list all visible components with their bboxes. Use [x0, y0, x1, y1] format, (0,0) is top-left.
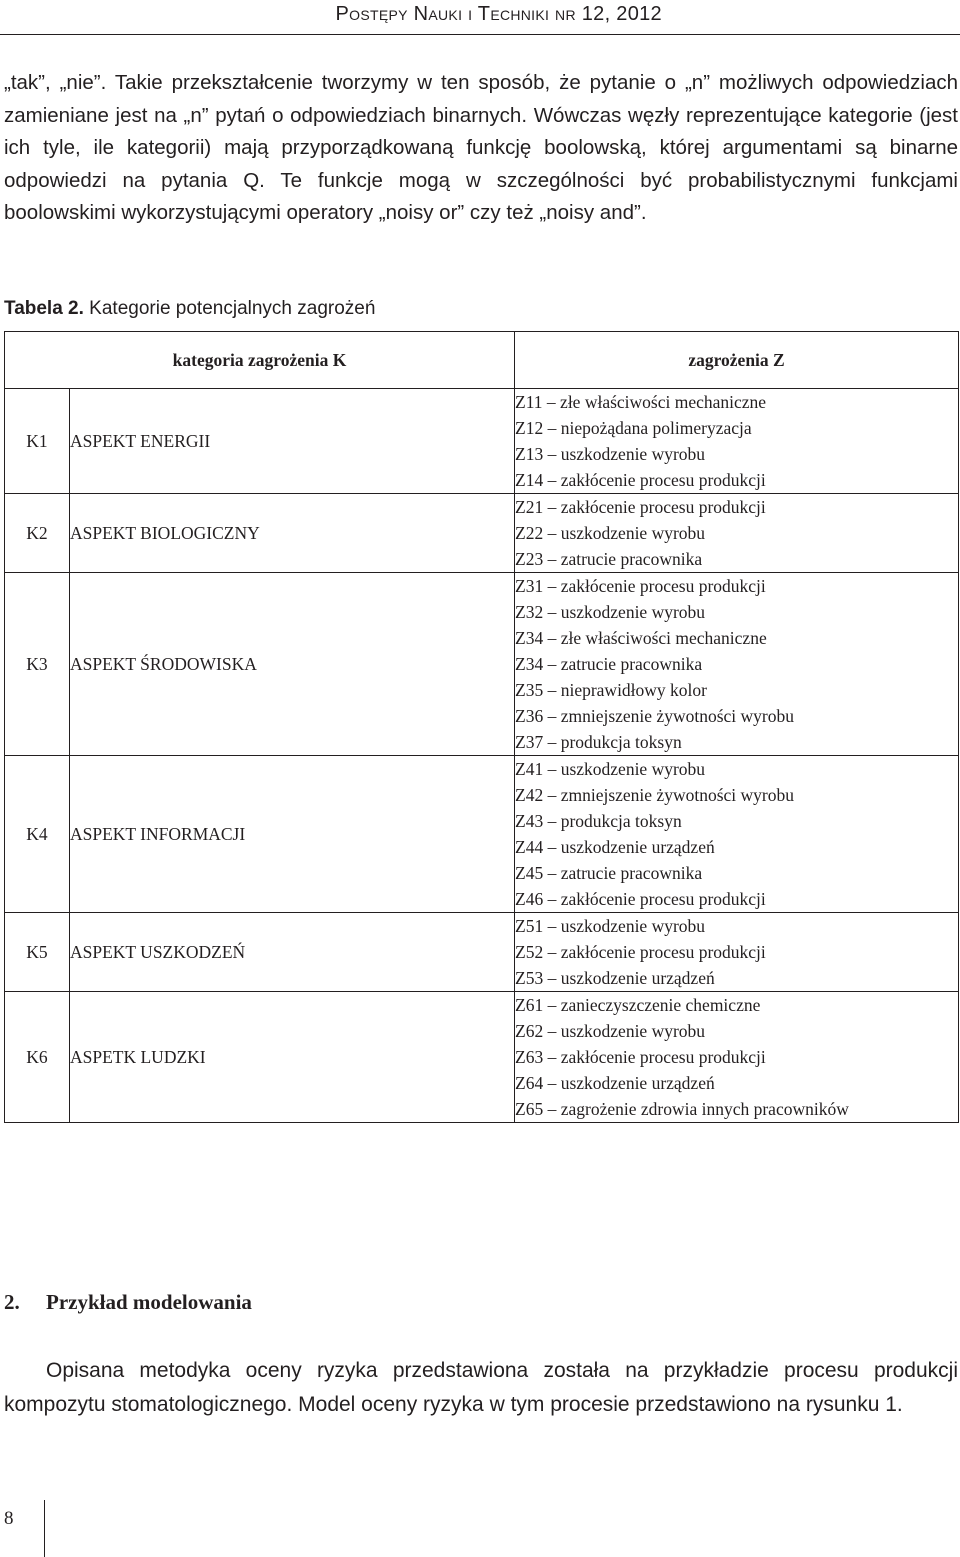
table-row	[5, 494, 959, 573]
threat-item: Z61 – zanieczyszczenie chemiczne	[515, 995, 761, 1015]
footer-rule	[44, 1500, 45, 1557]
threat-item: Z22 – uszkodzenie wyrobu	[515, 523, 706, 543]
threats-list	[515, 756, 959, 913]
category-name: ASPEKT ŚRODOWISKA	[70, 573, 515, 756]
section-number: 2.	[4, 1290, 20, 1314]
threat-item: Z51 – uszkodzenie wyrobu	[515, 916, 706, 936]
table-row	[5, 992, 959, 1123]
threat-item: Z53 – uszkodzenie urządzeń	[515, 968, 715, 988]
threats-list	[515, 913, 959, 992]
category-code: K4	[5, 756, 70, 913]
header-threats: zagrożenia Z	[515, 332, 959, 389]
table-caption-text: Kategorie potencjalnych zagrożeń	[83, 298, 376, 319]
threat-item: Z63 – zakłócenie procesu produkcji	[515, 1047, 766, 1067]
table-row	[5, 389, 959, 494]
threats-list	[515, 992, 959, 1123]
category-code: K3	[5, 573, 70, 756]
table-header-row	[5, 332, 959, 389]
threat-item: Z34 – złe właściwości mechaniczne	[515, 628, 767, 648]
threat-item: Z23 – zatrucie pracownika	[515, 549, 703, 569]
category-code: K6	[5, 992, 70, 1123]
threat-item: Z52 – zakłócenie procesu produkcji	[515, 942, 766, 962]
threat-item: Z36 – zmniejszenie żywotności wyrobu	[515, 706, 794, 726]
table-body	[5, 389, 959, 1123]
table-caption-label: Tabela 2.	[4, 298, 84, 319]
category-name: ASPEKT BIOLOGICZNY	[70, 494, 515, 573]
table-row	[5, 756, 959, 913]
section-title: Przykład modelowania	[46, 1290, 252, 1314]
threat-item: Z11 – złe właściwości mechaniczne	[515, 392, 767, 412]
section-heading	[4, 1290, 252, 1315]
threats-list	[515, 389, 959, 494]
threats-list	[515, 494, 959, 573]
category-code: K2	[5, 494, 70, 573]
threat-item: Z43 – produkcja toksyn	[515, 811, 682, 831]
body-paragraph-2-text: Opisana metodyka oceny ryzyka przedstawiona została na przykładzie procesu produkcji kompozytu stomatologicznego. Model oceny ryzyka w tym procesie przedstawiono na rysunku 1.	[4, 1359, 958, 1416]
threat-item: Z64 – uszkodzenie urządzeń	[515, 1073, 715, 1093]
threat-item: Z31 – zakłócenie procesu produkcji	[515, 576, 766, 596]
category-code: K5	[5, 913, 70, 992]
threat-item: Z65 – zagrożenie zdrowia innych pracowników	[515, 1099, 849, 1119]
running-header	[0, 0, 960, 35]
threat-item: Z14 – zakłócenie procesu produkcji	[515, 470, 766, 490]
threats-list	[515, 573, 959, 756]
threat-item: Z62 – uszkodzenie wyrobu	[515, 1021, 706, 1041]
category-name: ASPETK LUDZKI	[70, 992, 515, 1123]
body-paragraph: „tak”, „nie”. Takie przekształcenie tworzymy w ten sposób, że pytanie o „n” możliwych odpowiedziach zamieniane jest na „n” pytań o odpowiedziach binarnych. Wówczas węzły reprezentujące kategorie (jest ich tyle, ile kategorii) mają przyporządkowaną funkcję boolowską, której argumentami są binarne odpowiedzi na pytania Q. Te funkcje mogą w szczególności być probabilistycznymi funkcjami boolowskimi wykorzystującymi operatory „noisy or” czy też „noisy and”.	[4, 71, 958, 224]
threat-item: Z44 – uszkodzenie urządzeń	[515, 837, 715, 857]
table-caption	[4, 298, 375, 320]
table-row	[5, 573, 959, 756]
threat-item: Z45 – zatrucie pracownika	[515, 863, 703, 883]
table-row	[5, 913, 959, 992]
category-name: ASPEKT USZKODZEŃ	[70, 913, 515, 992]
category-name: ASPEKT ENERGII	[70, 389, 515, 494]
threat-item: Z13 – uszkodzenie wyrobu	[515, 444, 706, 464]
threat-item: Z12 – niepożądana polimeryzacja	[515, 418, 752, 438]
body-paragraph-2	[4, 1354, 958, 1422]
threat-item: Z46 – zakłócenie procesu produkcji	[515, 889, 766, 909]
journal-title: Postępy Nauki i Techniki nr 12, 2012	[335, 3, 662, 25]
threat-item: Z42 – zmniejszenie żywotności wyrobu	[515, 785, 794, 805]
header-category: kategoria zagrożenia K	[5, 332, 515, 389]
threat-item: Z35 – nieprawidłowy kolor	[515, 680, 707, 700]
page-number: 8	[4, 1508, 14, 1529]
threat-item: Z37 – produkcja toksyn	[515, 732, 682, 752]
threat-item: Z41 – uszkodzenie wyrobu	[515, 759, 706, 779]
category-code: K1	[5, 389, 70, 494]
threat-categories-table	[4, 331, 959, 1123]
threat-item: Z21 – zakłócenie procesu produkcji	[515, 497, 766, 517]
category-name: ASPEKT INFORMACJI	[70, 756, 515, 913]
threat-item: Z32 – uszkodzenie wyrobu	[515, 602, 706, 622]
threat-item: Z34 – zatrucie pracownika	[515, 654, 703, 674]
